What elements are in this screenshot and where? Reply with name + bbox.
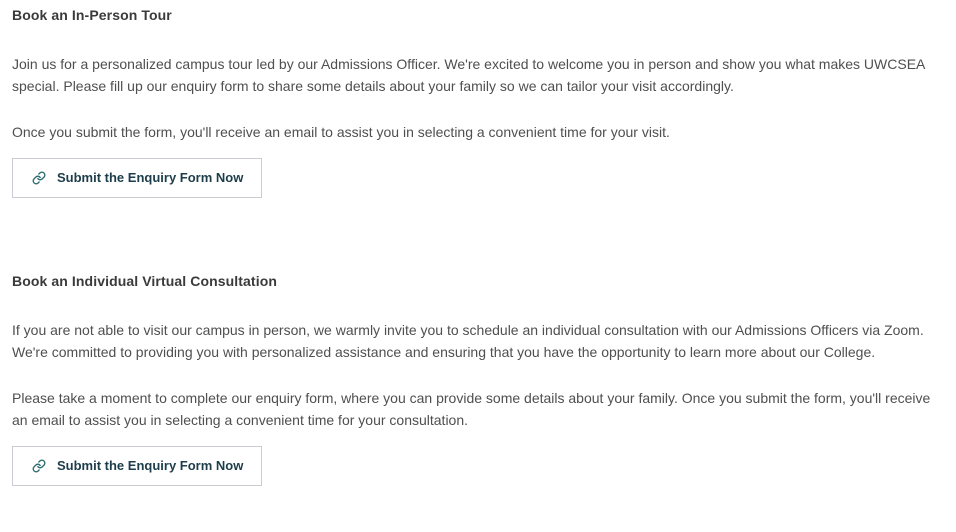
in-person-tour-heading: Book an In-Person Tour (12, 7, 172, 23)
virtual-consultation-heading: Book an Individual Virtual Consultation (12, 273, 277, 289)
submit-enquiry-form-button-tour[interactable] (12, 158, 262, 198)
submit-enquiry-form-button-consultation[interactable] (12, 446, 262, 486)
in-person-tour-description: Join us for a personalized campus tour led by our Admissions Officer. We're excited to welcome you in person and show you what makes UWCSEA special. Please fill up our enquiry form to share some details about your family so we can tailor your visit accordingly. (12, 56, 925, 94)
virtual-consultation-section (12, 272, 947, 486)
virtual-consultation-note: Please take a moment to complete our enquiry form, where you can provide some details about your family. Once you submit the form, you'll receive an email to assist you in selecting a convenient time for your consultation. (12, 390, 931, 428)
link-icon (32, 171, 46, 185)
in-person-tour-section (12, 6, 947, 198)
submit-enquiry-form-label: Submit the Enquiry Form Now (57, 170, 244, 185)
in-person-tour-note: Once you submit the form, you'll receive an email to assist you in selecting a convenient time for your visit. (12, 124, 670, 140)
link-icon (32, 459, 46, 473)
virtual-consultation-description: If you are not able to visit our campus in person, we warmly invite you to schedule an individual consultation with our Admissions Officers via Zoom. We're committed to providing you with personalized assistance and ensuring that you have the opportunity to learn more about our College. (12, 322, 924, 360)
submit-enquiry-form-label: Submit the Enquiry Form Now (57, 458, 244, 473)
